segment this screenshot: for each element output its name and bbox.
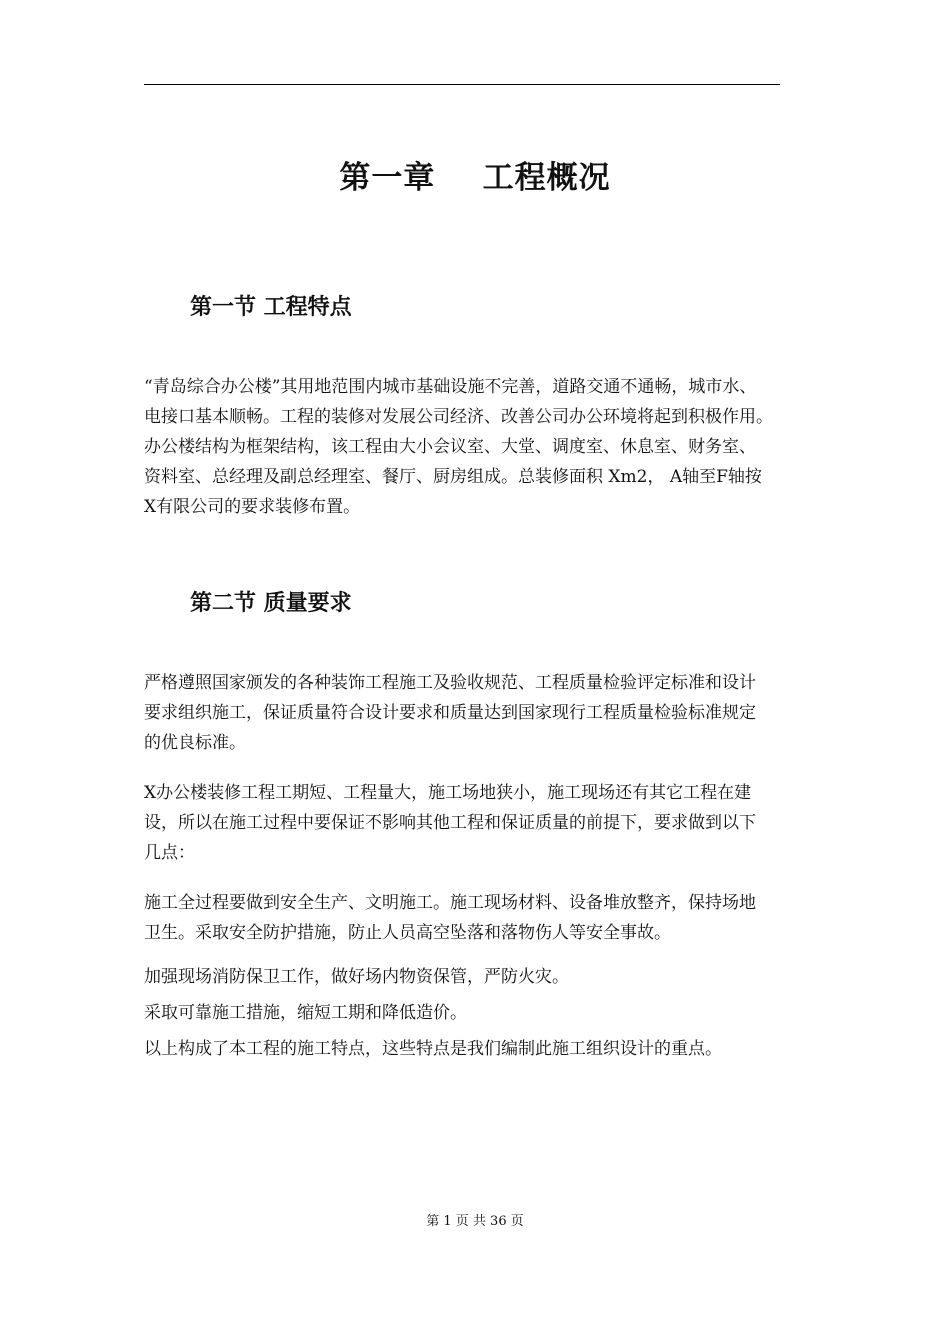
text-line: 电接口基本顺畅。工程的装修对发展公司经济、改善公司办公环境将起到积极作用。 [144, 407, 773, 427]
header-rule [144, 84, 780, 85]
text-line: 施工全过程要做到安全生产、文明施工。施工现场材料、设备堆放整齐，保持场地 [144, 893, 756, 913]
page-footer: 第 1 页 共 36 页 [426, 1214, 524, 1229]
section-2-paragraph-3 [144, 888, 864, 948]
text-line: “青岛综合办公楼”其用地范围内城市基础设施不完善，道路交通不通畅，城市水、 [144, 377, 757, 397]
text-line: X有限公司的要求装修布置。 [144, 497, 361, 517]
section-2-paragraph-6 [144, 1034, 864, 1064]
section-2-paragraph-5 [144, 998, 864, 1028]
section-title-2: 第二节 质量要求 [190, 591, 352, 616]
text-line: 资料室、总经理及副总经理室、餐厅、厨房组成。总装修面积 Xm2， A轴至F轴按 [144, 467, 762, 487]
text-line: 要求组织施工，保证质量符合设计要求和质量达到国家现行工程质量检验标准规定 [144, 703, 756, 723]
text-line: 采取可靠施工措施，缩短工期和降低造价。 [144, 1003, 467, 1023]
text-line: 的优良标准。 [144, 733, 246, 753]
section-2-paragraph-1 [144, 668, 864, 758]
text-line: 几点： [144, 843, 195, 863]
section-2-paragraph-4 [144, 962, 864, 992]
chapter-title: 第一章 工程概况 [339, 160, 611, 196]
text-line: 加强现场消防保卫工作，做好场内物资保管，严防火灾。 [144, 967, 569, 987]
text-line: 办公楼结构为框架结构，该工程由大小会议室、大堂、调度室、休息室、财务室、 [144, 437, 756, 457]
text-line: 以上构成了本工程的施工特点，这些特点是我们编制此施工组织设计的重点。 [144, 1039, 722, 1059]
text-line: 设，所以在施工过程中要保证不影响其他工程和保证质量的前提下，要求做到以下 [144, 813, 756, 833]
text-line: X办公楼装修工程工期短、工程量大，施工场地狭小，施工现场还有其它工程在建 [144, 783, 752, 803]
text-line: 严格遵照国家颁发的各种装饰工程施工及验收规范、工程质量检验评定标准和设计 [144, 673, 756, 693]
section-title-1: 第一节 工程特点 [190, 295, 352, 320]
text-line: 卫生。采取安全防护措施，防止人员高空坠落和落物伤人等安全事故。 [144, 923, 671, 943]
section-2-paragraph-2 [144, 778, 864, 868]
section-1-paragraph-1 [144, 372, 864, 522]
